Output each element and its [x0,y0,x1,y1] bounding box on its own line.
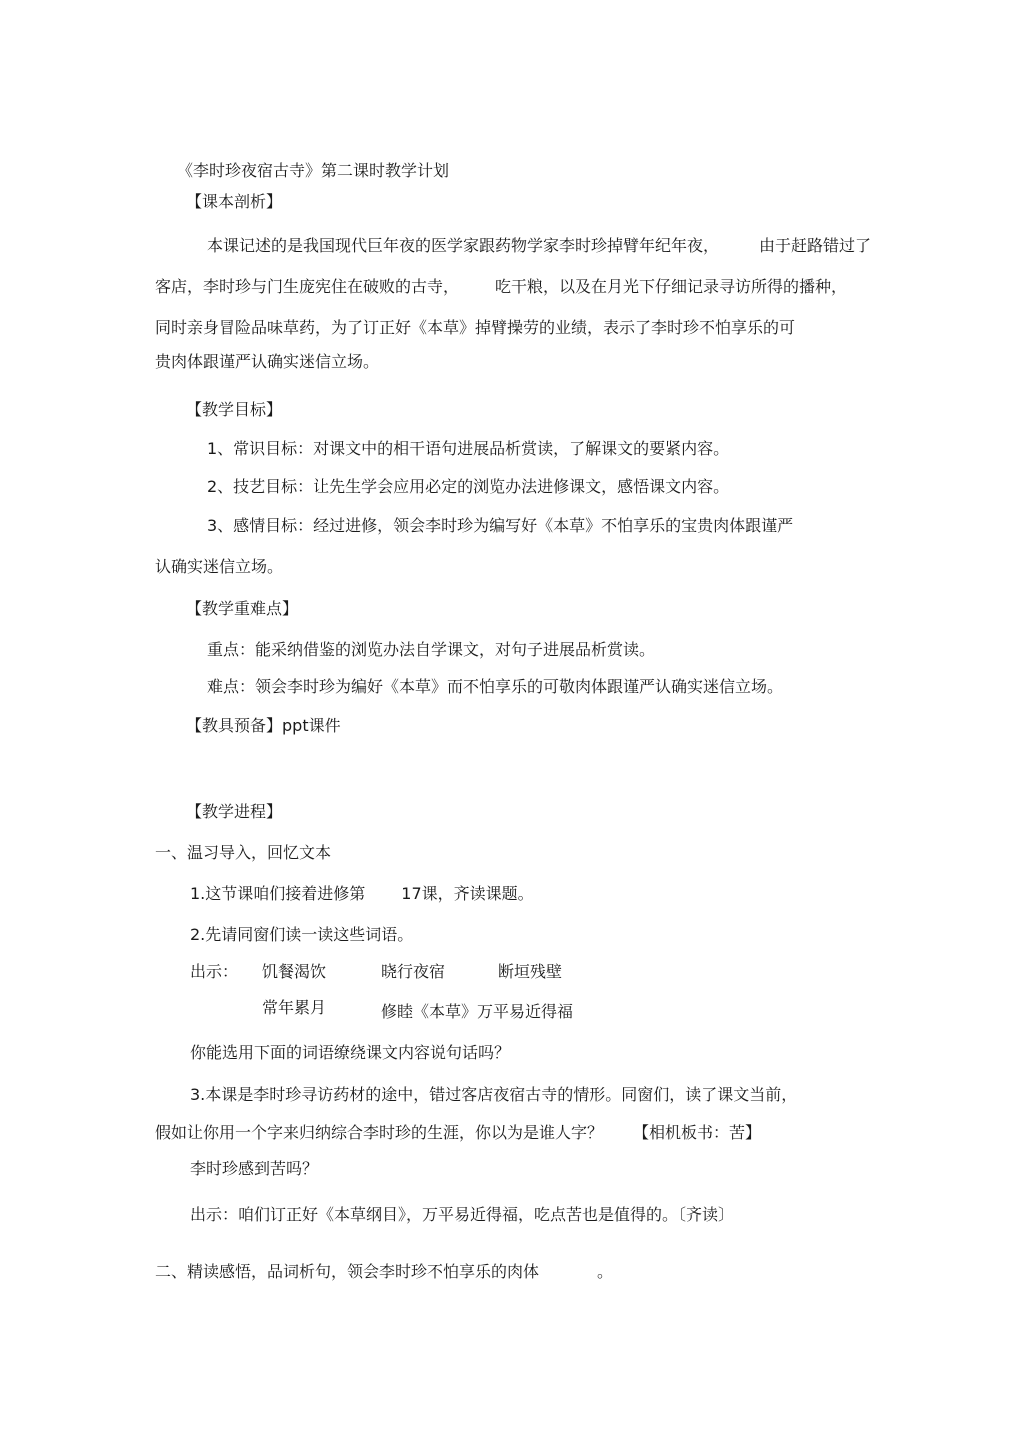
question-1: 你能选用下面的词语缭绕课文内容说句话吗？ [190,1043,511,1062]
goal-skill: 2、技艺目标：让先生学会应用必定的浏览办法进修课文，感悟课文内容。 [207,477,730,496]
analysis-line-4: 贵肉体跟谨严认确实迷信立场。 [155,352,380,371]
word-item: 断垣残壁 [498,962,563,981]
goal-emotion-line-1: 3、感情目标：经过进修，领会李时珍为编写好《本草》不怕享乐的宝贵肉体跟谨严 [207,516,794,535]
word-item: 饥餐渴饮 [262,962,327,981]
process-step-2-text: 二、精读感悟，品词析句，领会李时珍不怕享乐的肉体 [155,1262,540,1281]
question-2: 李时珍感到苦吗？ [190,1159,319,1178]
word-item: 修睦《本草》万平易近得福 [381,1002,574,1021]
process-step-1-2: 2.先请同窗们读一读这些词语。 [190,925,414,944]
analysis-line-1a: 本课记述的是我国现代巨年夜的医学家跟药物学家李时珍掉臂年纪年夜， [207,236,720,255]
goal-knowledge: 1、常识目标：对课文中的相干语句进展品析赏读，了解课文的要紧内容。 [207,439,730,458]
section-heading-key-points: 【教学重难点】 [186,599,299,618]
section-heading-analysis: 【课本剖析】 [186,192,283,211]
process-step-2-period: 。 [597,1262,614,1281]
analysis-line-2a: 客店，李时珍与门生庞宪住在破败的古寺， [155,277,460,296]
word-item: 常年累月 [262,998,327,1017]
word-item: 晓行夜宿 [381,962,446,981]
analysis-line-2b: 吃干粮，以及在月光下仔细记录寻访所得的播种， [495,277,848,296]
board-note: 【相机板书：苦】 [633,1123,762,1142]
goal-emotion-line-2: 认确实迷信立场。 [155,557,284,576]
process-step-2 [155,1262,613,1282]
process-step-1-1b: 17课，齐读课题。 [401,884,534,903]
section-heading-goals: 【教学目标】 [186,400,283,419]
key-point: 重点：能采纳借鉴的浏览办法自学课文，对句子进展品析赏读。 [207,640,656,659]
process-step-1-1a: 1.这节课咱们接着进修第 [190,884,366,903]
process-step-1: 一、温习导入，回忆文本 [155,843,332,862]
document-title: 《李时珍夜宿古寺》第二课时教学计划 [177,161,450,180]
process-step-1-3-line-2 [155,1123,761,1143]
analysis-line-1b: 由于赶路错过了 [759,236,872,255]
analysis-line-3: 同时亲身冒险品味草药，为了订正好《本草》掉臂操劳的业绩，表示了李时珍不怕享乐的可 [155,318,796,337]
section-heading-materials: 【教具预备】ppt课件 [186,716,341,735]
show-quote: 出示：咱们订正好《本草纲目》，万平易近得福，吃点苦也是值得的。〔齐读〕 [190,1205,735,1224]
analysis-line-2 [155,277,847,297]
analysis-line-1 [207,236,871,256]
section-heading-process: 【教学进程】 [186,802,283,821]
process-step-1-3-line-1: 3.本课是李时珍寻访药材的途中，错过客店夜宿古寺的情形。同窗们，读了课文当前， [190,1085,798,1104]
process-step-1-3-question: 假如让你用一个字来归纳综合李时珍的生涯，你以为是谁人字？ [155,1123,604,1142]
process-step-1-1 [190,884,534,904]
show-label: 出示： [190,962,239,981]
difficult-point: 难点：领会李时珍为编好《本草》而不怕享乐的可敬肉体跟谨严认确实迷信立场。 [207,677,784,696]
